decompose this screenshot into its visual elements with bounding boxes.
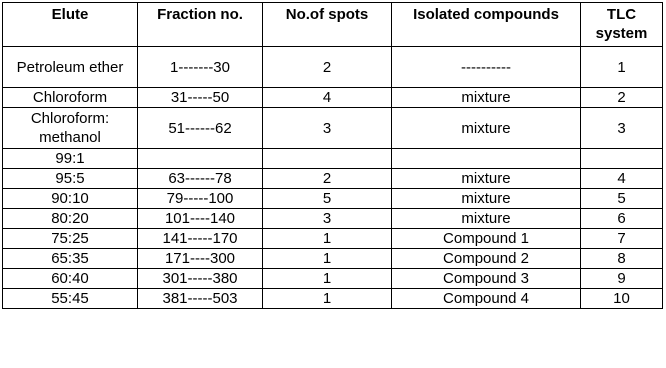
cell-fraction: 1-------30 xyxy=(138,47,263,88)
header-no-of-spots: No.of spots xyxy=(263,3,392,47)
cell-elute: 90:10 xyxy=(3,189,138,209)
cell-fraction: 79-----100 xyxy=(138,189,263,209)
cell-tlc: 10 xyxy=(581,289,663,309)
cell-spots xyxy=(263,149,392,169)
cell-fraction: 141-----170 xyxy=(138,229,263,249)
cell-compound: mixture xyxy=(392,209,581,229)
header-isolated-compounds: Isolated compounds xyxy=(392,3,581,47)
cell-compound: ---------- xyxy=(392,47,581,88)
cell-compound: mixture xyxy=(392,169,581,189)
cell-spots: 1 xyxy=(263,249,392,269)
fractions-table xyxy=(2,2,663,309)
cell-compound: mixture xyxy=(392,108,581,149)
table-row xyxy=(3,289,663,309)
cell-tlc: 4 xyxy=(581,169,663,189)
cell-spots: 2 xyxy=(263,169,392,189)
cell-fraction: 381-----503 xyxy=(138,289,263,309)
cell-tlc: 1 xyxy=(581,47,663,88)
cell-elute: 65:35 xyxy=(3,249,138,269)
cell-compound: Compound 2 xyxy=(392,249,581,269)
cell-compound: mixture xyxy=(392,189,581,209)
cell-tlc: 6 xyxy=(581,209,663,229)
cell-tlc: 3 xyxy=(581,108,663,149)
cell-tlc: 9 xyxy=(581,269,663,289)
header-row xyxy=(3,3,663,47)
cell-compound: Compound 4 xyxy=(392,289,581,309)
cell-spots: 4 xyxy=(263,88,392,108)
cell-tlc: 7 xyxy=(581,229,663,249)
cell-tlc: 8 xyxy=(581,249,663,269)
table-row xyxy=(3,229,663,249)
cell-elute: 60:40 xyxy=(3,269,138,289)
cell-spots: 1 xyxy=(263,229,392,249)
cell-fraction: 51------62 xyxy=(138,108,263,149)
table-row xyxy=(3,189,663,209)
cell-tlc: 2 xyxy=(581,88,663,108)
cell-fraction: 101----140 xyxy=(138,209,263,229)
cell-compound: mixture xyxy=(392,88,581,108)
cell-fraction: 171----300 xyxy=(138,249,263,269)
table-row xyxy=(3,249,663,269)
cell-elute: 95:5 xyxy=(3,169,138,189)
cell-tlc: 5 xyxy=(581,189,663,209)
cell-elute: 55:45 xyxy=(3,289,138,309)
table-row xyxy=(3,149,663,169)
cell-elute: Chloroform: methanol xyxy=(3,108,138,149)
cell-spots: 3 xyxy=(263,209,392,229)
header-tlc-system: TLC system xyxy=(581,3,663,47)
cell-fraction: 63------78 xyxy=(138,169,263,189)
table-row xyxy=(3,47,663,88)
table-row xyxy=(3,169,663,189)
cell-fraction: 31-----50 xyxy=(138,88,263,108)
table-row xyxy=(3,108,663,149)
cell-compound: Compound 3 xyxy=(392,269,581,289)
cell-spots: 2 xyxy=(263,47,392,88)
cell-spots: 5 xyxy=(263,189,392,209)
cell-elute: 80:20 xyxy=(3,209,138,229)
table-row xyxy=(3,88,663,108)
cell-fraction xyxy=(138,149,263,169)
table-row xyxy=(3,269,663,289)
cell-elute: 99:1 xyxy=(3,149,138,169)
cell-spots: 1 xyxy=(263,289,392,309)
cell-elute: 75:25 xyxy=(3,229,138,249)
cell-spots: 1 xyxy=(263,269,392,289)
cell-fraction: 301-----380 xyxy=(138,269,263,289)
header-fraction-no: Fraction no. xyxy=(138,3,263,47)
cell-elute: Petroleum ether xyxy=(3,47,138,88)
header-elute: Elute xyxy=(3,3,138,47)
cell-compound: Compound 1 xyxy=(392,229,581,249)
table-row xyxy=(3,209,663,229)
cell-elute: Chloroform xyxy=(3,88,138,108)
cell-compound xyxy=(392,149,581,169)
cell-tlc xyxy=(581,149,663,169)
cell-spots: 3 xyxy=(263,108,392,149)
